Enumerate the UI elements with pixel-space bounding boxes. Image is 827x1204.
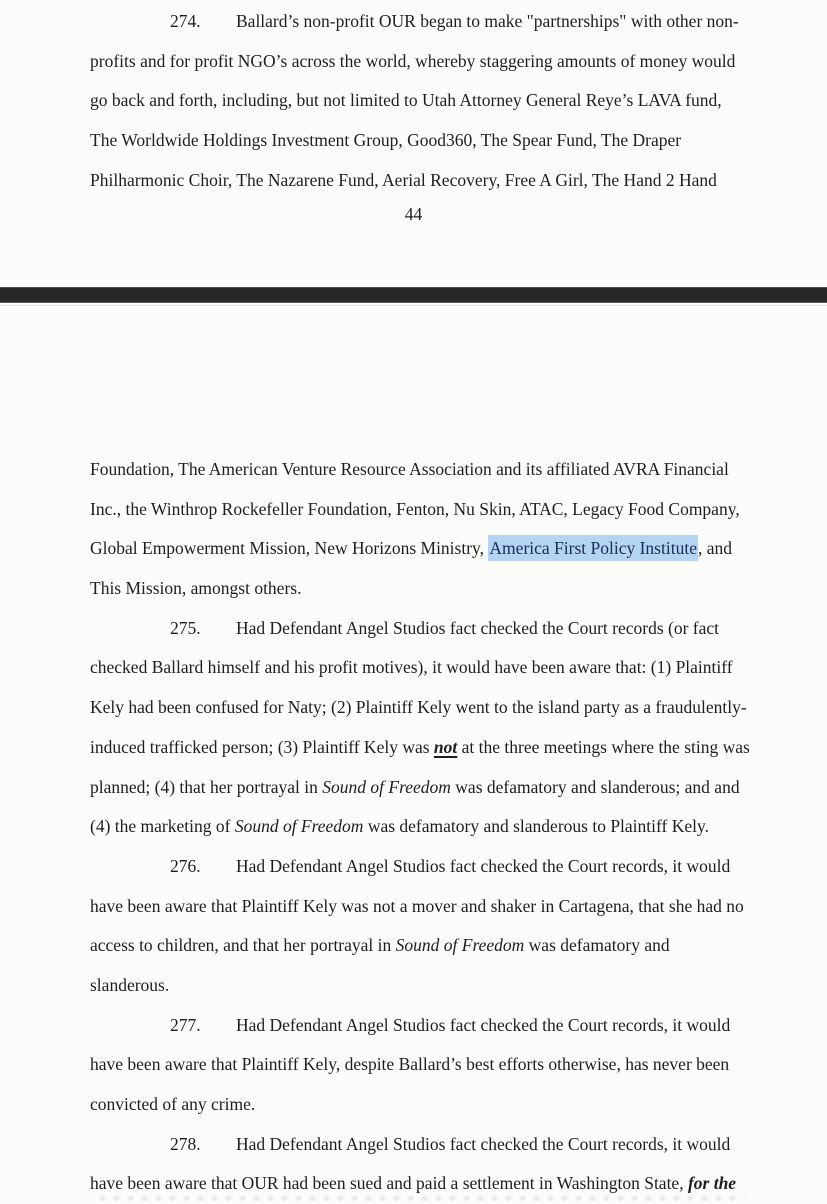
cutoff-text-line xyxy=(100,1196,745,1200)
paragraph-first-line xyxy=(90,1006,770,1046)
text-segment: This Mission, amongst others. xyxy=(90,578,302,599)
text-line xyxy=(90,648,770,688)
page-break-divider-edge xyxy=(0,305,827,306)
text-line xyxy=(90,529,770,569)
text-segment: have been aware that Plaintiff Kely, despite Ballard’s best efforts otherwise, has never been xyxy=(90,1054,730,1075)
text-line xyxy=(90,121,770,161)
text-segment: have been aware that OUR had been sued and paid a settlement in Washington State, xyxy=(90,1173,688,1194)
text-segment: access to children, and that her portrayal in xyxy=(90,935,396,956)
text-line xyxy=(90,966,770,1006)
text-line xyxy=(90,768,770,808)
text-segment: convicted of any crime. xyxy=(90,1094,256,1114)
text-segment: not xyxy=(433,736,458,757)
text-line xyxy=(90,81,770,121)
paragraph-first-line xyxy=(90,609,770,649)
text-segment: Philharmonic Choir, The Nazarene Fund, Aerial Recovery, Free A Girl, The Hand 2 Hand xyxy=(90,169,717,190)
paragraph-first-line xyxy=(90,1125,770,1165)
text-segment: Foundation, The American Venture Resource Association and its affiliated AVRA Financial xyxy=(90,459,729,479)
text-segment: Sound of Freedom xyxy=(395,935,525,956)
text-line xyxy=(90,450,770,490)
text-segment: Had Defendant Angel Studios fact checked the Court records, it would xyxy=(236,1014,731,1035)
highlighted-text: America First Policy Institute xyxy=(488,535,698,561)
paragraph-number: 277. xyxy=(170,1014,201,1035)
text-segment: was defamatory and slanderous to Plaintiff Kely. xyxy=(363,816,709,837)
text-segment: Had Defendant Angel Studios fact checked the Court records, it would xyxy=(236,855,731,876)
text-segment: induced trafficked person; (3) Plaintiff Kely was xyxy=(90,736,434,757)
text-segment: Sound of Freedom xyxy=(234,816,364,837)
text-segment: at the three meetings where the sting was xyxy=(457,736,750,757)
paragraph-number: 278. xyxy=(170,1133,201,1154)
page-break-divider xyxy=(0,287,827,303)
text-segment: profits and for profit NGO’s across the world, whereby staggering amounts of money would xyxy=(90,50,736,71)
text-segment: Had Defendant Angel Studios fact checked the Court records (or fact xyxy=(236,617,720,638)
text-segment: Ballard’s non-profit OUR began to make "partnerships" with other non- xyxy=(236,11,739,31)
text-line xyxy=(90,42,770,82)
text-segment: The Worldwide Holdings Investment Group, Good360, The Spear Fund, The Draper xyxy=(90,130,682,151)
text-line xyxy=(90,1085,770,1125)
text-line xyxy=(90,926,770,966)
text-segment: for the xyxy=(687,1173,737,1194)
text-line xyxy=(90,807,770,847)
page1-text-block xyxy=(90,2,770,200)
text-line xyxy=(90,728,770,768)
text-segment: Had Defendant Angel Studios fact checked the Court records, it would xyxy=(236,1133,731,1154)
text-segment: Inc., the Winthrop Rockefeller Foundation, Fenton, Nu Skin, ATAC, Legacy Food Company, xyxy=(90,498,740,519)
text-line xyxy=(90,688,770,728)
text-line xyxy=(90,1045,770,1085)
paragraph-first-line xyxy=(90,2,770,42)
text-segment: have been aware that Plaintiff Kely was not a mover and shaker in Cartagena, that she had no xyxy=(90,895,744,916)
paragraph-number: 274. xyxy=(170,11,201,31)
text-segment: was defamatory and slanderous; and and xyxy=(450,776,740,797)
text-segment: Kely had been confused for Naty; (2) Plaintiff Kely went to the island party as a fraudulently- xyxy=(90,697,747,718)
page-number: 44 xyxy=(404,204,423,224)
text-segment: checked Ballard himself and his profit motives), it would have been aware that: (1) Plaintiff xyxy=(90,657,733,678)
text-segment: (4) the marketing of xyxy=(90,816,235,837)
text-line xyxy=(90,490,770,530)
text-line xyxy=(90,887,770,927)
text-segment: planned; (4) that her portrayal in xyxy=(90,776,323,797)
text-segment: go back and forth, including, but not limited to Utah Attorney General Reye’s LAVA fund, xyxy=(90,90,722,111)
text-segment: Global Empowerment Mission, New Horizons Ministry, xyxy=(90,538,489,559)
text-line xyxy=(90,569,770,609)
paragraph-number: 275. xyxy=(170,617,201,638)
text-segment: Sound of Freedom xyxy=(322,776,451,797)
paragraph-number: 276. xyxy=(170,855,201,876)
page2-text-block xyxy=(90,450,770,1204)
text-segment: was defamatory and xyxy=(524,935,670,956)
paragraph-first-line xyxy=(90,847,770,887)
text-segment: , and xyxy=(697,538,732,559)
text-segment: slanderous. xyxy=(90,974,170,995)
